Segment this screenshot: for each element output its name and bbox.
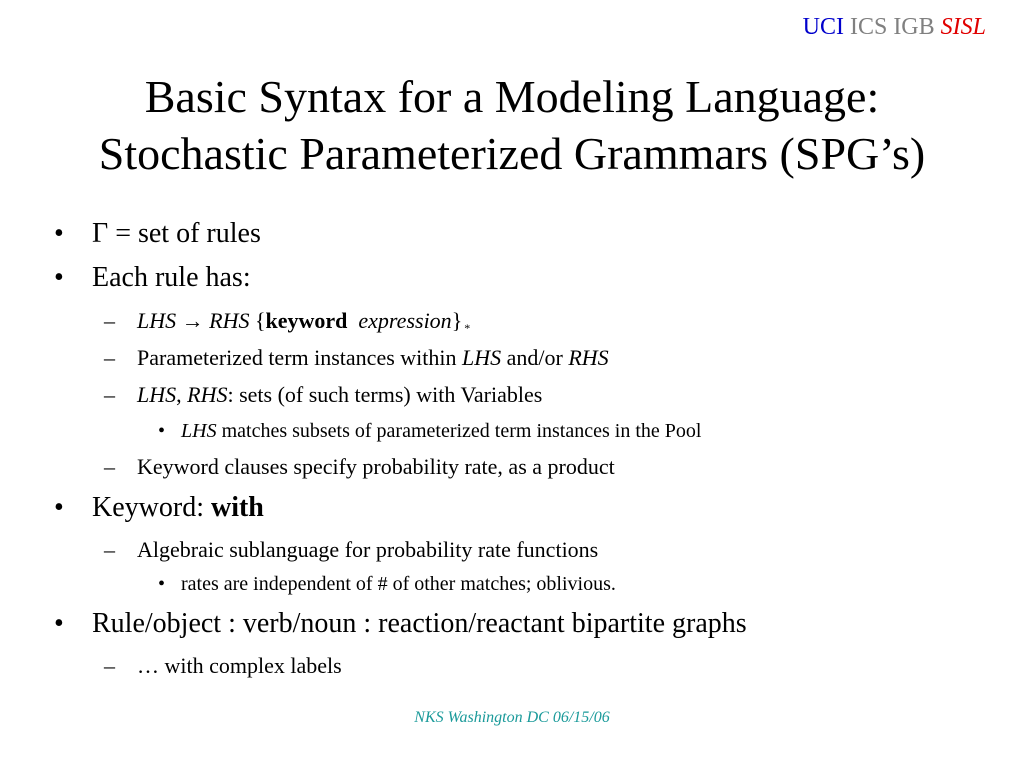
- bullet-text: … with complex labels: [137, 653, 342, 678]
- lhs-term: LHS: [137, 382, 177, 407]
- bullet-text: Each rule has:: [92, 262, 251, 293]
- bullet-gamma-rules: [92, 218, 261, 250]
- header-logo: [803, 14, 986, 41]
- logo-sisl: SISL: [940, 14, 986, 40]
- open-brace: {: [249, 308, 266, 333]
- sub-bullet-parameterized: [137, 345, 609, 371]
- bullet-text: Algebraic sublanguage for probability rate functions: [137, 537, 599, 562]
- slide-title: [0, 68, 1024, 182]
- sub-sub-bullet-rates: [181, 573, 616, 596]
- sub-bullet-algebraic: [137, 537, 598, 563]
- bullet-text: Rule/object : verb/noun : reaction/reactant bipartite graphs: [92, 608, 747, 639]
- lhs-term: LHS: [137, 308, 177, 333]
- bullet-text: Keyword:: [92, 492, 211, 523]
- lhs-term: LHS: [181, 420, 217, 442]
- bullet-text: and/or: [501, 345, 569, 370]
- title-line-2: Stochastic Parameterized Grammars (SPG’s): [98, 128, 926, 179]
- rhs-term: RHS: [187, 382, 228, 407]
- bullet-each-rule: [92, 262, 251, 294]
- bullet-keyword-with: [92, 492, 264, 524]
- sub-sub-bullet-matches: [181, 420, 701, 443]
- logo-ics: ICS: [849, 14, 888, 40]
- sub-bullet-rule-form: [137, 308, 470, 336]
- sub-bullet-sets: [137, 382, 542, 408]
- footer-text: NKS Washington DC 06/15/06: [414, 709, 610, 726]
- lhs-term: LHS: [462, 345, 502, 370]
- kleene-star: *: [464, 321, 471, 335]
- sub-bullet-complex-labels: [137, 653, 342, 679]
- bullet-rule-object: [92, 608, 747, 640]
- keyword-with: with: [210, 492, 264, 523]
- bullet-text: matches subsets of parameterized term instances in the Pool: [216, 420, 702, 442]
- close-brace: }: [451, 308, 463, 333]
- bullet-text: Keyword clauses specify probability rate, as a product: [137, 454, 615, 479]
- comma: ,: [176, 382, 188, 407]
- bullet-text: Parameterized term instances within: [137, 345, 462, 370]
- expression-term: expression: [358, 308, 452, 333]
- sub-bullet-keyword-clauses: [137, 454, 615, 480]
- bullet-text: : sets (of such terms) with Variables: [227, 382, 543, 407]
- rhs-term: RHS: [209, 308, 250, 333]
- bullet-text: rates are independent of # of other matches; oblivious.: [181, 573, 616, 595]
- logo-uci: UCI: [802, 14, 844, 40]
- gamma-symbol: Γ: [92, 218, 109, 249]
- keyword-term: keyword: [265, 308, 348, 333]
- title-line-1: Basic Syntax for a Modeling Language:: [144, 71, 880, 122]
- logo-igb: IGB: [893, 14, 935, 40]
- rhs-term: RHS: [568, 345, 609, 370]
- arrow-symbol: →: [181, 308, 204, 333]
- bullet-text: = set of rules: [108, 218, 261, 249]
